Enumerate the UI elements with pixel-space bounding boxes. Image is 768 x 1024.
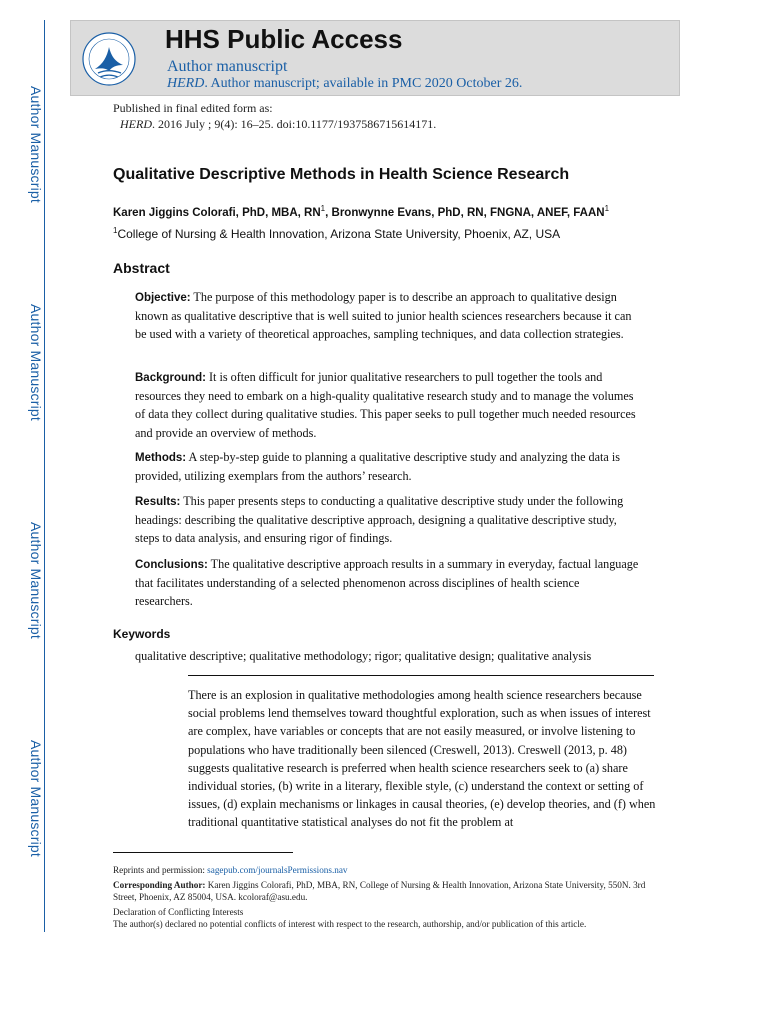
section-text: A step-by-step guide to planning a qualitative descriptive study and analyzing the data is provided, utilizing exemplars from the authors’ research. [135,450,621,484]
corresponding-author [113,880,658,903]
author-affiliation-mark: 1 [320,204,326,213]
abstract-methods [135,448,640,485]
section-text: The purpose of this methodology paper is to describe an approach to qualitative design known as qualitative descriptive that is well suited to junior health sciences researchers because it can be used with a variety of theoretical approaches, sampling techniques, and data collection strategies. [135,290,632,342]
hhs-header [70,20,680,96]
section-text: This paper presents steps to conducting a qualitative descriptive study under the following headings: describing the qualitative descriptive approach, designing a qualitative descriptive study, steps to data analysis, and ensuring rigor of findings. [135,494,624,546]
paper-title: Qualitative Descriptive Methods in Health Science Research [113,166,570,183]
body-paragraph: There is an explosion in qualitative methodologies among health science researchers because social problems lend themselves toward thoughtful exploration, such as when issues of interest are complex, have variables or concepts that are not easily measured, or involve listening to populations who have traditionally been silenced (Creswell, 2013). Creswell (2013, p. 48) suggests qualitative research is preferred when health science researchers seek to (a) share individual stories, (b) write in a literary, flexible style, (c) understand the context or setting of issues, (d) explain mechanisms or linkages in causal theories, (e) develop theories, and (f) when traditional quantitative statistical analyses do not fit the problem at [188,688,656,830]
section-text: The qualitative descriptive approach results in a summary in everyday, factual language that facilitates understanding of a selected phenomenon across disciplines of health science researchers. [135,557,639,609]
section-divider [188,675,654,676]
author-name: Bronwynne Evans, PhD, RN, FNGNA, ANEF, FAAN [331,206,605,219]
footnote-divider [113,852,293,853]
section-label: Results: [135,496,181,508]
author-manuscript-watermark: Author Manuscript [28,522,44,640]
availability-text: . Author manuscript; available in PMC 2020 October 26. [204,76,523,91]
author-manuscript-watermark: Author Manuscript [28,86,44,204]
affiliation-text: College of Nursing & Health Innovation, Arizona State University, Phoenix, AZ, USA [117,227,561,241]
author-affiliation-mark: 1 [604,204,610,213]
corresponding-label: Corresponding Author: [113,880,206,890]
citation-text: . 2016 July ; 9(4): 16–25. doi:10.1177/1937586715614171. [152,117,437,131]
corresponding-text: Karen Jiggins Colorafi, PhD, MBA, RN, College of Nursing & Health Innovation, Arizona State University, 550N. 3rd Street, Phoenix, AZ 85004, USA. kcoloraf@asu.edu. [113,880,646,902]
author-separator: , [325,206,332,219]
author-manuscript-watermark: Author Manuscript [28,304,44,422]
section-text: It is often difficult for junior qualitative researchers to pull together the tools and resources they need to embark on a high-quality qualitative research study and to manage the volumes of data they collect during qualitative studies. This paper seeks to pull together much needed resources and provide an overview of methods. [135,370,636,440]
margin-rule [44,20,45,932]
author-name: Karen Jiggins Colorafi, PhD, MBA, RN [113,206,321,219]
abstract-objective [135,288,640,344]
author-list [113,204,609,219]
abstract-background [135,368,640,442]
abstract-conclusions [135,555,640,611]
author-manuscript-watermark: Author Manuscript [28,740,44,858]
section-label: Objective: [135,292,191,304]
section-label: Background: [135,372,206,384]
hhs-title: HHS Public Access [165,24,403,54]
affiliation [113,226,560,241]
reprints-label: Reprints and permission: [113,865,208,875]
keywords-heading: Keywords [113,627,171,641]
hhs-seal-icon [81,31,137,87]
abstract-results [135,492,640,548]
affiliation-mark: 1 [113,226,118,235]
reprints-line [113,865,658,877]
author-manuscript-label: Author manuscript [167,58,288,75]
abstract-heading: Abstract [113,260,170,276]
conflict-text: The author(s) declared no potential conflicts of interest with respect to the research, authorship, and/or publication of this article. [113,919,587,929]
citation-line [120,117,436,132]
journal-name: HERD [167,76,205,91]
keywords-text: qualitative descriptive; qualitative methodology; rigor; qualitative design; qualitative analysis [135,649,592,663]
section-label: Conclusions: [135,559,208,571]
citation-journal: HERD [120,117,152,131]
published-label: Published in final edited form as: [113,101,273,115]
section-label: Methods: [135,452,187,464]
availability-line [167,76,522,92]
conflict-heading: Declaration of Conflicting Interests [113,907,244,917]
permissions-link[interactable]: sagepub.com/journalsPermissions.nav [207,865,348,875]
